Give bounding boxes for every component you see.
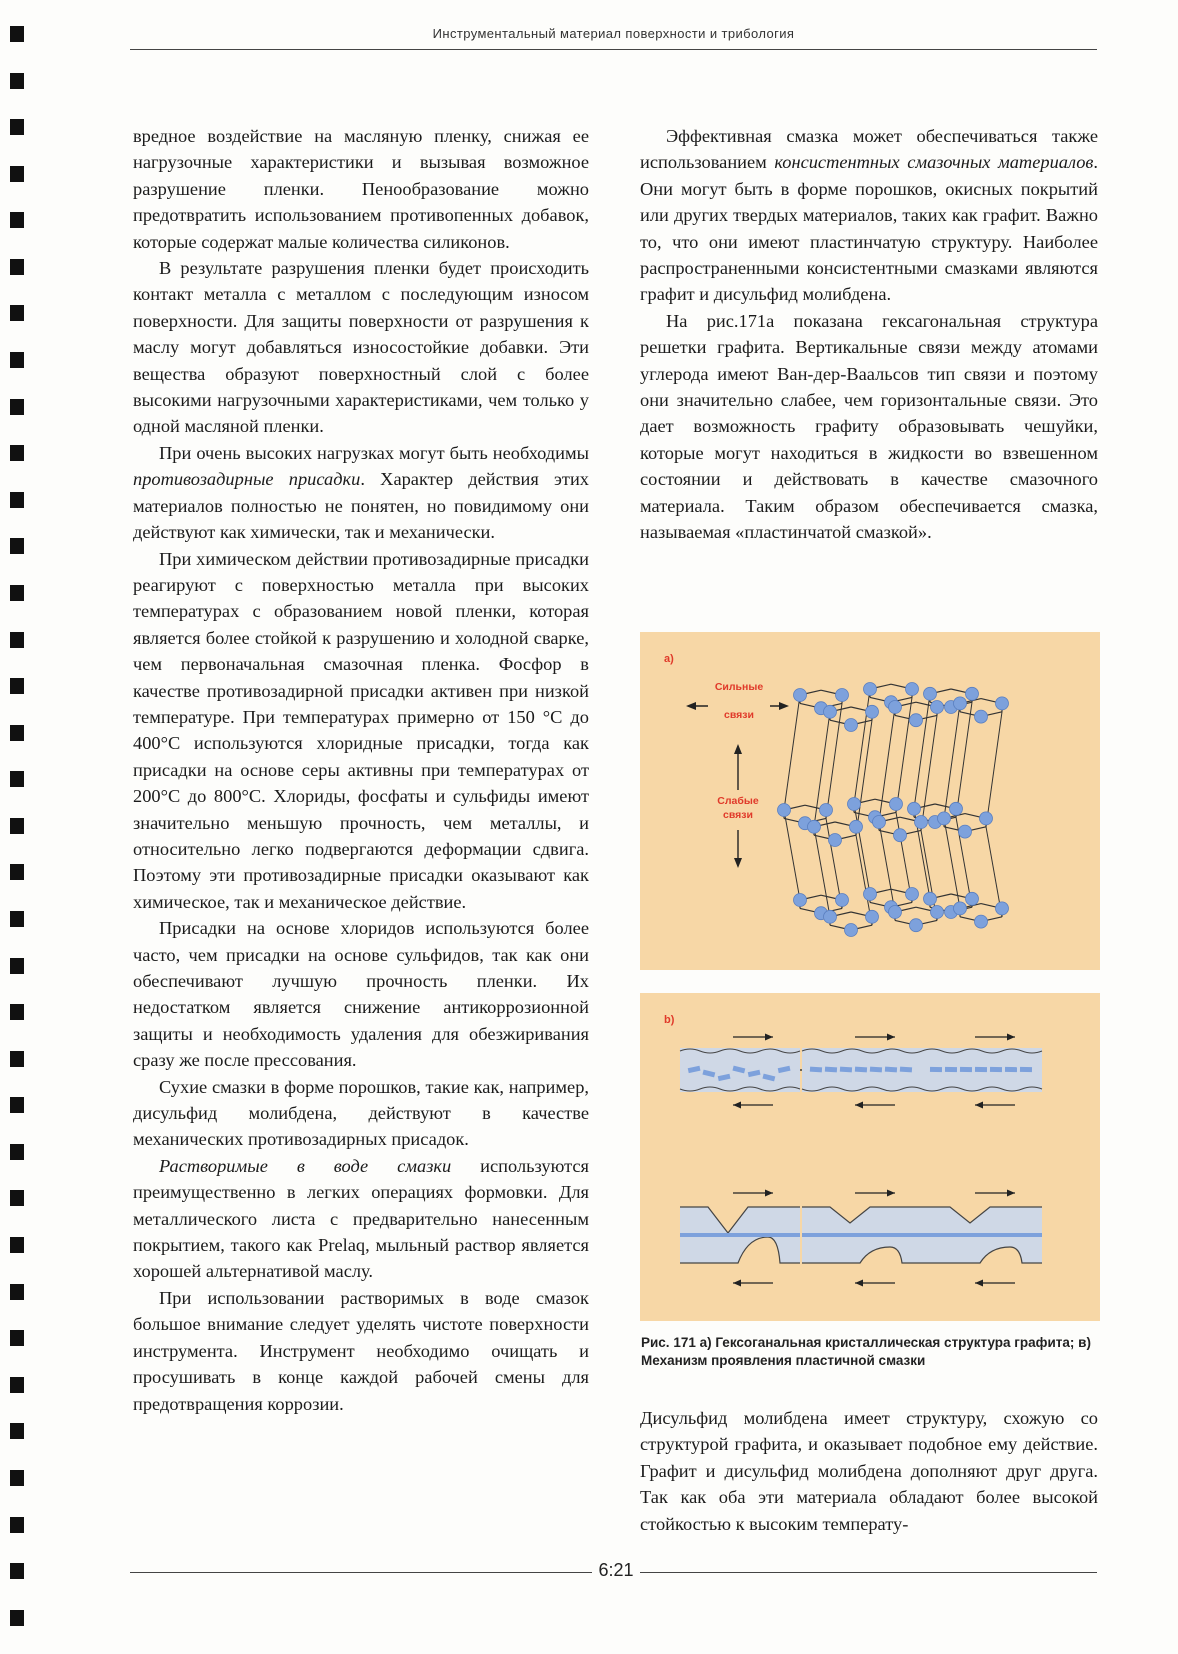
- carbon-atom: [808, 820, 821, 833]
- weak-bonds-label-2: связи: [723, 809, 753, 821]
- vertical-bond: [879, 822, 895, 912]
- arrow-head-right: [779, 702, 789, 710]
- carbon-atom: [890, 798, 903, 811]
- left-column: [133, 123, 589, 1417]
- arrow-head: [1007, 1190, 1015, 1197]
- paragraph: [133, 440, 589, 546]
- carbon-atom: [931, 701, 944, 714]
- carbon-atom: [866, 910, 879, 923]
- arrow-head: [733, 1280, 741, 1287]
- paragraph: [640, 123, 1098, 308]
- carbon-atom: [938, 812, 951, 825]
- arrow-head: [733, 1102, 741, 1109]
- graphite-flake: [975, 1067, 987, 1072]
- carbon-atom: [848, 798, 861, 811]
- carbon-atom: [906, 888, 919, 901]
- vertical-bond: [854, 689, 870, 804]
- graphite-flake: [885, 1067, 897, 1073]
- carbon-atom: [889, 906, 902, 919]
- arrow-head: [975, 1102, 983, 1109]
- arrow-head: [765, 1190, 773, 1197]
- page-number: 6:21: [598, 1560, 634, 1580]
- graphite-flake: [945, 1067, 957, 1072]
- graphite-flake: [930, 1067, 942, 1072]
- carbon-atom: [794, 689, 807, 702]
- graphite-flake: [810, 1067, 822, 1073]
- text-run: При очень высоких нагрузках могут быть необходимы: [159, 442, 589, 463]
- vertical-bond: [814, 827, 830, 917]
- graphite-flake: [1005, 1067, 1017, 1072]
- carbon-atom: [778, 804, 791, 817]
- carbon-atom: [889, 701, 902, 714]
- carbon-atom: [820, 804, 833, 817]
- vertical-bond: [921, 715, 937, 830]
- arrow-head-left: [686, 702, 696, 710]
- figure-panel-b: [640, 993, 1100, 1321]
- carbon-atom: [864, 683, 877, 696]
- paragraph: При химическом действии противозадирные присадки реагируют с поверхностью металла при высоких температурах с образованием новой пленки, которая является более стойкой к разрушению и холодной сварке, чем первоначальная смазочная пленка. Фосфор в качестве противозадирной присадки активен при низкой температуре. При температурах примерно от 150 °C до 400°C используются хлоридные присадки, тогда как присадки на основе серы активны при температурах от 200°C до 800°C. Хлориды, фосфаты и сульфиды имеют значительно меньшую прочность, чем металлы, и относительно легко подвергаются деформации сдвига. Поэтому эти противозадирные присадки оказывают как химическое, так и механическое действие.: [133, 548, 589, 912]
- carbon-atom: [794, 894, 807, 907]
- carbon-atom: [864, 888, 877, 901]
- graphite-lattice-diagram: [640, 632, 1100, 970]
- graphite-flake: [825, 1067, 837, 1073]
- paragraph: [133, 1153, 589, 1285]
- strong-bonds-label-1: Сильные: [714, 681, 764, 693]
- carbon-atom: [915, 816, 928, 829]
- text-run: Эффективная смазка может обеспечиваться также использованием: [640, 126, 1098, 173]
- arrow-head: [887, 1190, 895, 1197]
- arrow-head-up: [734, 744, 742, 754]
- carbon-atom: [966, 687, 979, 700]
- arrow-head: [855, 1102, 863, 1109]
- paragraph: Сухие смазки в форме порошков, такие как, например, дисульфид молибдена, действуют в качестве механических противозадирных присадок.: [133, 1076, 589, 1150]
- carbon-atom: [924, 687, 937, 700]
- text-run: . Они могут быть в форме порошков, окисных покрытий или других твердых материалов, таких как графит. Важно то, что они имеют пластинчатую структуру. Наиболее распространенными консистентными смазками являются графит и дисульфид молибдена.: [640, 152, 1098, 305]
- paragraph: Присадки на основе хлоридов используются более часто, чем присадки на основе сульфидов, так как они обеспечивают лучшую прочность пленки. Их недостатком является снижение антикоррозионной защиты и необходимость удаления для обезжиривания сразу же после прессования.: [133, 918, 589, 1071]
- paragraph: вредное воздействие на масляную пленку, снижая ее нагрузочные характеристики и вызывая возможное разрушение пленки. Пенообразование можно предотвратить использованием противопенных добавок, которые содержат малые количества силиконов.: [133, 126, 589, 252]
- carbon-atom: [975, 915, 988, 928]
- vertical-bond: [784, 810, 800, 900]
- arrow-head: [1007, 1034, 1015, 1041]
- vertical-bond: [956, 702, 972, 817]
- carbon-atom: [845, 719, 858, 732]
- vertical-bond: [986, 712, 1002, 827]
- carbon-atom: [829, 834, 842, 847]
- graphite-flake: [855, 1067, 867, 1073]
- carbon-atom: [924, 892, 937, 905]
- carbon-atom: [910, 714, 923, 727]
- carbon-atom: [836, 689, 849, 702]
- paragraph: На рис.171а показана гексагональная структура решетки графита. Вертикальные связи между атомами углерода имеют Ван-дер-Ваальсов тип связи и поэтому они значительно слабее, чем горизонтальные связи. Это дает возможность графиту образовывать чешуйки, которые могут находиться в жидкости во взвешенном состоянии и действовать в качестве смазочного материала. Таким образом обеспечивается смазка, называемая «пластинчатой смазкой».: [640, 310, 1098, 543]
- arrow-head: [765, 1034, 773, 1041]
- graphite-flake: [960, 1067, 972, 1072]
- text-run: используются преимущественно в легких операциях формовки. Для металлического листа с предварительно нанесенным покрытием, такого как Prelaq, мыльный раствор является хорошей альтернативой маслу.: [133, 1155, 589, 1282]
- right-column-top: [640, 123, 1098, 546]
- arrow-head: [855, 1280, 863, 1287]
- lamellar-lubrication-diagram: [640, 993, 1100, 1321]
- vertical-bond: [914, 694, 930, 809]
- carbon-atom: [950, 802, 963, 815]
- panel-a-label: a): [664, 653, 674, 665]
- graphite-flake: [840, 1067, 852, 1073]
- carbon-atom: [975, 710, 988, 723]
- weak-bonds-label-1: Слабые: [717, 795, 759, 807]
- carbon-atom: [954, 902, 967, 915]
- figure-caption: Рис. 171 а) Гексоганальная кристаллическая структура графита; в) Механизм проявления пластичной смазки: [641, 1335, 1091, 1368]
- emphasis-term: противозадирные присадки: [133, 469, 361, 490]
- running-header: Инструментальный материал поверхности и трибология: [432, 26, 795, 41]
- paragraph: В результате разрушения пленки будет происходить контакт металла с металлом с последующим износом поверхности. Для защиты поверхности от разрушения к маслу могут добавляться износостойкие добавки. Эти вещества образуют поверхностный слой с более высокими нагрузочными характеристиками, чем только у одной масляной пленки.: [133, 258, 589, 437]
- arrow-head: [975, 1280, 983, 1287]
- text-run: . Характер действия этих материалов полностью не понятен, но повидимому они действуют как химически, так и механически.: [133, 469, 590, 543]
- carbon-atom: [824, 705, 837, 718]
- carbon-atom: [996, 902, 1009, 915]
- carbon-atom: [824, 910, 837, 923]
- carbon-atom: [866, 705, 879, 718]
- carbon-atom: [873, 816, 886, 829]
- carbon-atom: [850, 820, 863, 833]
- carbon-atom: [954, 697, 967, 710]
- graphite-flake: [990, 1067, 1002, 1072]
- vertical-bond: [896, 697, 912, 812]
- footer-rule-left: [130, 1572, 592, 1573]
- carbon-atom: [931, 906, 944, 919]
- panel-b-label: b): [664, 1014, 675, 1026]
- carbon-atom: [966, 892, 979, 905]
- carbon-atom: [836, 894, 849, 907]
- emphasis-term: Растворимые в воде смазки: [159, 1155, 452, 1176]
- carbon-atom: [980, 812, 993, 825]
- carbon-atom: [845, 924, 858, 937]
- paragraph: При использовании растворимых в воде смазок большое внимание следует уделять чистоте поверхности инструмента. Инструмент необходимо очищать и просушивать в конце каждой рабочей смены для предотвращения коррозии.: [133, 1287, 589, 1414]
- carbon-atom: [996, 697, 1009, 710]
- carbon-atom: [894, 829, 907, 842]
- header-rule: [130, 49, 1097, 50]
- lattice-structure: [778, 683, 1009, 937]
- lamellar-mechanism: [680, 1034, 1042, 1287]
- figure-panel-a: [640, 632, 1100, 970]
- vertical-bond: [944, 703, 960, 818]
- arrow-head-down: [734, 858, 742, 868]
- paragraph: Дисульфид молибдена имеет структуру, схожую со структурой графита, и оказывает подобное ему действие. Графит и дисульфид молибдена дополняют друг друга. Так как оба эти материала обладают более высокой стойкостью к высоким температу-: [640, 1408, 1098, 1534]
- arrow-head: [887, 1034, 895, 1041]
- graphite-flake: [870, 1067, 882, 1073]
- carbon-atom: [910, 919, 923, 932]
- right-column-bottom: [640, 1405, 1098, 1537]
- strong-bonds-label-2: связи: [724, 709, 754, 721]
- carbon-atom: [959, 825, 972, 838]
- graphite-flake: [900, 1067, 912, 1073]
- graphite-flake: [1020, 1067, 1032, 1072]
- emphasis-term: консистентных смазочных материалов: [774, 152, 1094, 173]
- carbon-atom: [906, 683, 919, 696]
- vertical-bond: [854, 804, 870, 894]
- binding-holes: [10, 26, 24, 1626]
- carbon-atom: [908, 802, 921, 815]
- vertical-bond: [784, 695, 800, 810]
- footer-rule-right: [640, 1572, 1097, 1573]
